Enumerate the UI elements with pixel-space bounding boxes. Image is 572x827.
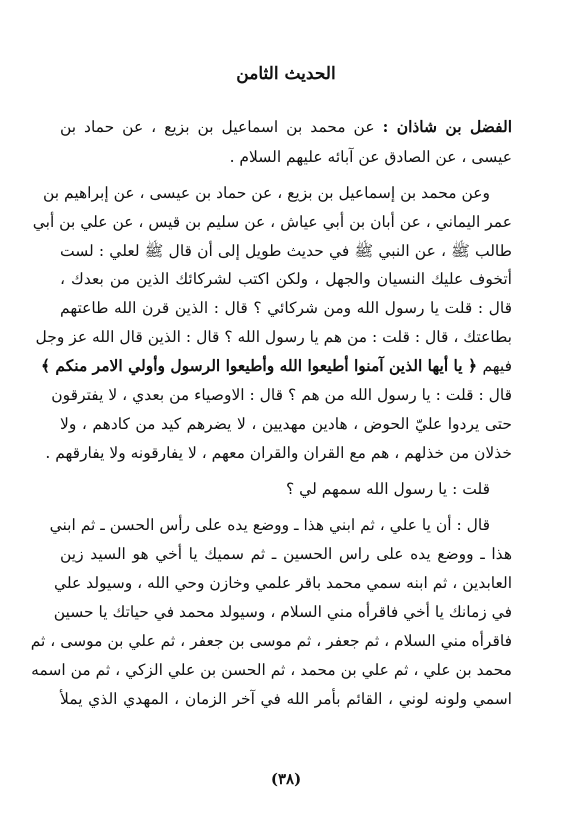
text-line: وعن محمد بن إسماعيل بن بزيع ، عن حماد بن عيسى ، عن إبراهيم بن — [42, 184, 490, 202]
text-line: اسمي ولونه لوني ، القائم بأمر الله في آخر الزمان ، المهدي الذي يملأ — [60, 690, 512, 708]
text-line: قال : قلت : يا رسول الله من هم ؟ قال : الاوصياء من بعدي ، لا يفترقون — [51, 386, 512, 404]
text-line: العابدين ، ثم ابنه سمي محمد باقر علمي وخازن وحي الله ، وسيولد علي — [53, 574, 512, 592]
quran-verse: ﴿ يا أيها الذين آمنوا أطيعوا الله وأطيعوا الرسول وأولي الامر منكم ﴾ — [40, 356, 483, 375]
text-line: بطاعتك ، قال : قلت : من هم يا رسول الله ؟ قال : الذين قال الله عز وجل — [35, 328, 512, 346]
text-line: عيسى ، عن الصادق عن آبائه عليهم السلام . — [229, 148, 512, 166]
text-line: في زمانك يا أخي فاقرأه مني السلام ، وسيولد محمد في حياتك يا حسين — [53, 603, 512, 621]
text-line: قلت : يا رسول الله سمهم لي ؟ — [286, 480, 490, 498]
text-line: أتخوف عليك النسيان والجهل ، ولكن اكتب لشركائك الذين من بعدك ، — [60, 270, 512, 288]
text-line: محمد بن علي ، ثم علي بن محمد ، ثم الحسن بن علي الزكي ، ثم من اسمه — [31, 661, 512, 679]
text-line: فاقرأه مني السلام ، ثم جعفر ، ثم موسى بن جعفر ، ثم علي بن موسى ، ثم — [30, 632, 512, 650]
text-line: خذلان من خذلهم ، هم مع القران والقران معهم ، لا يفارقونه ولا يفارقهم . — [45, 444, 512, 462]
narrator-name: الفضل بن شاذان : — [382, 117, 512, 136]
text-line: حتى يردوا عليّ الحوض ، هادين مهديين ، لا يضرهم كيد من كادهم ، ولا — [60, 415, 512, 433]
text-line: طالب ﷺ ، عن النبي ﷺ في حديث طويل إلى أن قال ﷺ لعلي : لست — [60, 242, 512, 260]
text-line: قال : أن يا علي ، ثم ابني هذا ـ ووضع يده على رأس الحسن ـ ثم ابني — [49, 516, 490, 534]
text-line: فيهم ﴿ يا أيها الذين آمنوا أطيعوا الله وأطيعوا الرسول وأولي الامر منكم ﴾ — [40, 356, 512, 375]
page-number: (٣٨) — [270, 770, 302, 788]
text-line: هذا ـ ووضع يده على راس الحسين ـ ثم سميك يا أخي هو السيد زين — [60, 545, 512, 563]
text-line: قال : قلت يا رسول الله ومن شركائي ؟ قال : الذين قرن الله طاعتهم — [60, 299, 512, 317]
section-heading: الحديث الثامن — [236, 64, 336, 84]
text-line: عمر اليماني ، عن أبان بن أبي عياش ، عن سليم بن قيس ، عن علي بن أبي — [32, 213, 512, 231]
text-line: الفضل بن شاذان : عن محمد بن اسماعيل بن بزيع ، عن حماد بن — [60, 117, 512, 136]
